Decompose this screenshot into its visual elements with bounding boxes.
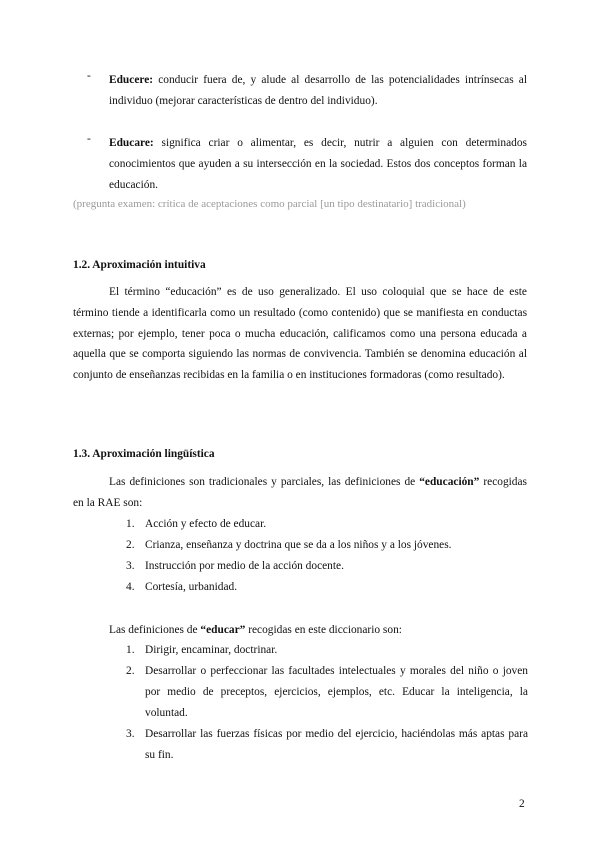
list-item-text: Cortesía, urbanidad. — [145, 581, 238, 593]
list-item — [126, 661, 528, 724]
list-item — [126, 640, 528, 661]
list-item-text: Desarrollar las fuerzas físicas por medio del ejercicio, haciéndolas más aptas para su fin. — [145, 728, 528, 761]
bullet-dash: - — [87, 70, 91, 82]
section-heading-1-2: 1.2. Aproximación intuitiva — [73, 259, 206, 271]
educar-intro — [109, 620, 529, 641]
educar-definitions-list — [126, 640, 528, 766]
list-item-text: Crianza, enseñanza y doctrina que se da a los niños y a los jóvenes. — [145, 539, 452, 551]
list-number: 2. — [126, 539, 135, 551]
list-number: 3. — [126, 728, 135, 740]
intro2-text: Las definiciones de — [109, 624, 201, 636]
list-item-text: Desarrollar o perfeccionar las facultades intelectuales y morales del niño o joven por medio de preceptos, ejercicios, ejemplos, etc. Educar la inteligencia, la voluntad. — [145, 665, 528, 719]
bullet-educere — [87, 70, 527, 112]
bullet-body — [109, 133, 527, 196]
list-item-text: Instrucción por medio de la acción docente. — [145, 560, 344, 572]
paragraph-text: El término “educación” es de uso generalizado. El uso coloquial que se hace de este término tiende a identificarla como un resultado (como contenido) que se manifiesta en conductas externas; por ejemplo, tener poca o mucha educación, calificamos como una persona educada a aquella que se comporta siguiendo las normas de convivencia. También se denomina educación al conjunto de enseñanzas recibidas en la familia o en instituciones formadoras (como resultado). — [73, 286, 527, 382]
section-1-2-paragraph — [73, 282, 527, 386]
intro-text: Las definiciones son tradicionales y parciales, las definiciones de — [109, 476, 420, 488]
list-item — [126, 724, 528, 766]
list-item — [126, 556, 528, 577]
bullet-text: conducir fuera de, y alude al desarrollo de las potencialidades intrínsecas al individuo (mejorar características de dentro del individuo). — [109, 74, 527, 107]
list-item — [126, 535, 528, 556]
list-item-text: Dirigir, encaminar, doctrinar. — [145, 644, 278, 656]
intro2-text-end: recogidas en este diccionario son: — [245, 624, 402, 636]
list-item — [126, 514, 528, 535]
list-number: 1. — [126, 644, 135, 656]
bullet-term: Educere: — [109, 74, 154, 86]
exam-note: (pregunta examen: crítica de aceptaciones como parcial [un tipo destinatario] tradicional) — [73, 198, 466, 210]
bullet-educare — [87, 133, 527, 196]
list-number: 4. — [126, 581, 135, 593]
intro2-bold-term: “educar” — [200, 624, 246, 636]
bullet-text: significa criar o alimentar, es decir, nutrir a alguien con determinados conocimientos que ayuden a su intersección en la sociedad. Estos dos conceptos forman la educación. — [109, 137, 527, 191]
intro-bold-term: “educación” — [419, 476, 480, 488]
bullet-body — [109, 70, 527, 112]
bullet-dash: - — [87, 133, 91, 145]
intro-text-end: recogidas en la RAE son: — [73, 476, 527, 509]
educacion-definitions-list — [126, 514, 528, 598]
list-number: 2. — [126, 665, 135, 677]
section-1-3-intro — [73, 472, 527, 514]
page-number: 2 — [519, 798, 525, 810]
list-item — [126, 577, 528, 598]
list-number: 1. — [126, 518, 135, 530]
list-item-text: Acción y efecto de educar. — [145, 518, 267, 530]
list-number: 3. — [126, 560, 135, 572]
bullet-term: Educare: — [109, 137, 154, 149]
section-heading-1-3: 1.3. Aproximación lingüística — [73, 448, 215, 460]
